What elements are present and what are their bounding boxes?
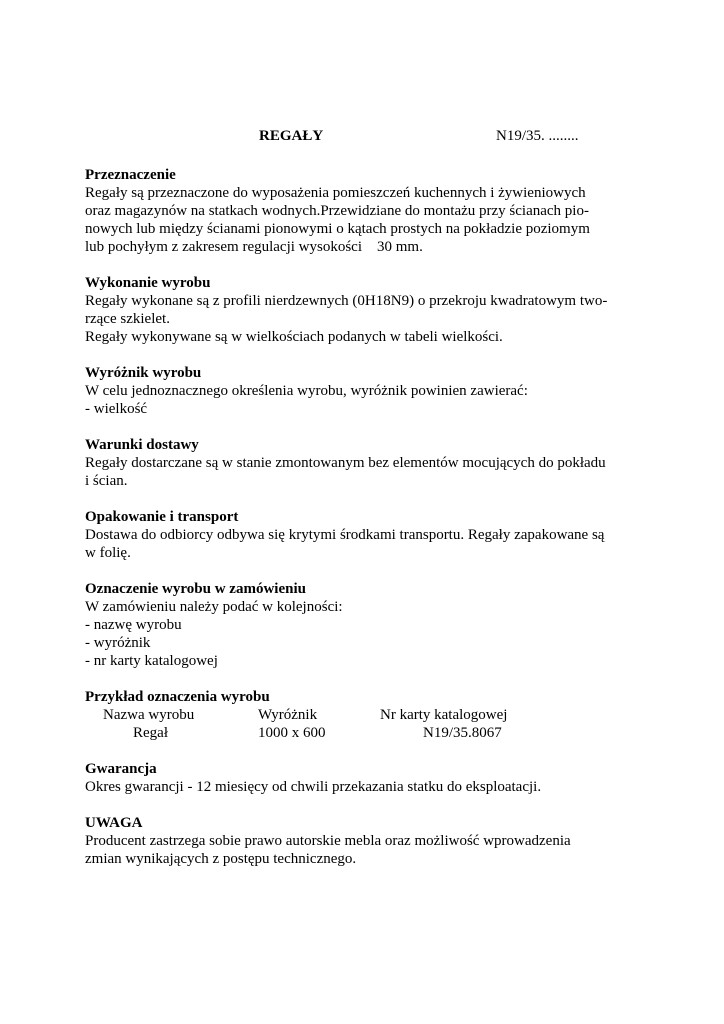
example-value: 1000 x 600: [258, 725, 326, 741]
paragraph-line: w folię.: [85, 545, 131, 561]
section-heading: Oznaczenie wyrobu w zamówieniu: [85, 581, 306, 597]
list-item: - nazwę wyrobu: [85, 617, 182, 633]
paragraph-line: nowych lub między ścianami pionowymi o kątach prostych na pokładzie poziomym: [85, 221, 590, 237]
section-heading: UWAGA: [85, 815, 143, 831]
paragraph-line: i ścian.: [85, 473, 128, 489]
section-przeznaczenie: [85, 166, 625, 256]
section-wyroznik: [85, 364, 625, 418]
example-column-header: Wyróżnik: [258, 707, 318, 723]
example-column-header: Nr karty katalogowej: [380, 707, 508, 723]
paragraph-line: Regały wykonywane są w wielkościach podanych w tabeli wielkości.: [85, 329, 503, 345]
section-heading: Gwarancja: [85, 761, 157, 777]
section-oznaczenie: [85, 580, 625, 670]
section-gwarancja: [85, 760, 625, 796]
paragraph-line: Regały wykonane są z profili nierdzewnych (0H18N9) o przekroju kwadratowym two-: [85, 293, 608, 309]
section-heading: Przeznaczenie: [85, 167, 176, 183]
section-heading: Wyróżnik wyrobu: [85, 365, 202, 381]
paragraph-line: Producent zastrzega sobie prawo autorskie mebla oraz możliwość wprowadzenia: [85, 833, 571, 849]
paragraph-line: Regały są przeznaczone do wyposażenia pomieszczeń kuchennych i żywieniowych: [85, 185, 586, 201]
section-wykonanie: [85, 274, 625, 346]
paragraph-line: W zamówieniu należy podać w kolejności:: [85, 599, 343, 615]
paragraph-line: zmian wynikających z postępu technicznego.: [85, 851, 357, 867]
document-header: [85, 127, 625, 147]
list-item: - wielkość: [85, 401, 148, 417]
section-uwaga: [85, 814, 625, 868]
list-item: - wyróżnik: [85, 635, 151, 651]
section-heading: Przykład oznaczenia wyrobu: [85, 689, 270, 705]
document-title: REGAŁY: [259, 128, 324, 144]
paragraph-line: lub pochyłym z zakresem regulacji wysokości 30 mm.: [85, 239, 423, 255]
example-header-row: [85, 706, 625, 724]
catalog-card-number: N19/35. ........: [496, 128, 579, 144]
paragraph-line: oraz magazynów na statkach wodnych.Przewidziane do montażu przy ścianach pio-: [85, 203, 589, 219]
example-value: Regał: [133, 725, 168, 741]
paragraph-line: Dostawa do odbiorcy odbywa się krytymi środkami transportu. Regały zapakowane są: [85, 527, 605, 543]
section-heading: Wykonanie wyrobu: [85, 275, 211, 291]
list-item: - nr karty katalogowej: [85, 653, 218, 669]
section-przyklad: [85, 688, 625, 742]
section-heading: Warunki dostawy: [85, 437, 199, 453]
paragraph-line: Regały dostarczane są w stanie zmontowanym bez elementów mocujących do pokładu: [85, 455, 606, 471]
section-warunki-dostawy: [85, 436, 625, 490]
section-opakowanie: [85, 508, 625, 562]
paragraph-line: rzące szkielet.: [85, 311, 170, 327]
section-heading: Opakowanie i transport: [85, 509, 239, 525]
example-value-row: [85, 724, 625, 742]
document-page: [85, 127, 625, 868]
example-value: N19/35.8067: [423, 725, 502, 741]
paragraph-line: W celu jednoznacznego określenia wyrobu, wyróżnik powinien zawierać:: [85, 383, 528, 399]
example-column-header: Nazwa wyrobu: [103, 707, 195, 723]
paragraph-line: Okres gwarancji - 12 miesięcy od chwili przekazania statku do eksploatacji.: [85, 779, 542, 795]
